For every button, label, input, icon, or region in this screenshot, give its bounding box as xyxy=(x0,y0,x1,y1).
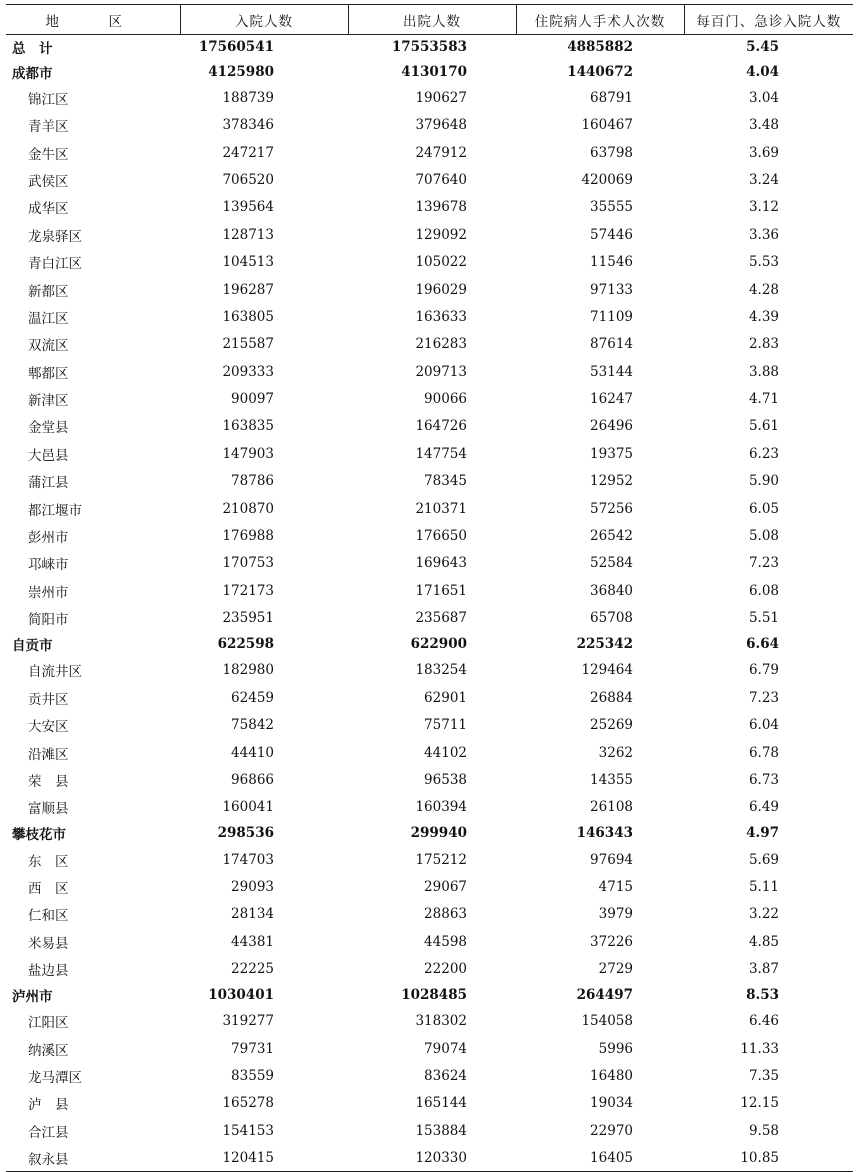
discharges-cell: 247912 xyxy=(415,144,467,161)
admissions-cell: 188739 xyxy=(222,89,274,106)
admissions-cell: 196287 xyxy=(222,281,274,298)
admissions-cell: 29093 xyxy=(231,878,274,895)
surgeries-cell: 22970 xyxy=(590,1122,633,1139)
table-row xyxy=(6,955,853,982)
admissions-cell: 75842 xyxy=(231,717,274,734)
per-100-admissions-cell: 3.69 xyxy=(748,144,779,161)
header-region: 地 区 xyxy=(6,5,180,35)
per-100-admissions-cell: 6.64 xyxy=(746,636,779,653)
region-name-cell: 新津区 xyxy=(28,393,69,410)
table-row xyxy=(6,1145,853,1172)
region-name-cell: 仁和区 xyxy=(28,908,69,925)
table-row xyxy=(6,766,853,793)
admissions-cell: 622598 xyxy=(217,636,274,653)
region-name-cell: 邛崃市 xyxy=(28,557,69,574)
city-row xyxy=(6,59,853,84)
admissions-cell: 147903 xyxy=(222,445,274,462)
surgeries-cell: 26108 xyxy=(590,799,633,816)
discharges-cell: 1028485 xyxy=(401,987,467,1004)
admissions-cell: 44410 xyxy=(231,744,274,761)
region-name-cell: 荣 县 xyxy=(28,773,69,790)
surgeries-cell: 97133 xyxy=(590,281,633,298)
table-row xyxy=(6,1090,853,1117)
region-name-cell: 东 区 xyxy=(28,853,69,870)
surgeries-cell: 37226 xyxy=(590,933,633,950)
per-100-admissions-cell: 5.45 xyxy=(746,39,779,56)
discharges-cell: 622900 xyxy=(410,636,467,653)
table-row xyxy=(6,901,853,928)
discharges-cell: 79074 xyxy=(424,1040,467,1057)
region-name-cell: 金堂县 xyxy=(28,420,69,437)
per-100-admissions-cell: 4.71 xyxy=(748,391,779,408)
discharges-cell: 318302 xyxy=(415,1013,467,1030)
per-100-admissions-cell: 4.04 xyxy=(746,63,779,80)
surgeries-cell: 53144 xyxy=(590,363,633,380)
total-row xyxy=(6,35,853,60)
per-100-admissions-cell: 6.46 xyxy=(748,1013,779,1030)
surgeries-cell: 16480 xyxy=(590,1068,633,1085)
per-100-admissions-cell: 5.90 xyxy=(748,473,779,490)
table-row xyxy=(6,139,853,166)
table-row xyxy=(6,385,853,412)
per-100-admissions-cell: 6.05 xyxy=(748,500,779,517)
table-row xyxy=(6,1035,853,1062)
discharges-cell: 175212 xyxy=(415,851,467,868)
table-row xyxy=(6,873,853,900)
surgeries-cell: 65708 xyxy=(590,610,633,627)
surgeries-cell: 2729 xyxy=(598,961,633,978)
per-100-admissions-cell: 3.36 xyxy=(748,226,779,243)
discharges-cell: 129092 xyxy=(415,226,467,243)
discharges-cell: 176650 xyxy=(415,528,467,545)
header-discharges: 出院人数 xyxy=(348,5,516,35)
surgeries-cell: 14355 xyxy=(590,771,633,788)
discharges-cell: 190627 xyxy=(415,89,467,106)
table-row xyxy=(6,1117,853,1144)
surgeries-cell: 4715 xyxy=(598,878,633,895)
admissions-cell: 90097 xyxy=(231,391,274,408)
table-row xyxy=(6,166,853,193)
per-100-admissions-cell: 3.48 xyxy=(748,117,779,134)
table-row xyxy=(6,794,853,821)
per-100-admissions-cell: 4.28 xyxy=(748,281,779,298)
admissions-cell: 1030401 xyxy=(208,987,274,1004)
surgeries-cell: 26496 xyxy=(590,418,633,435)
table-row xyxy=(6,413,853,440)
admissions-cell: 79731 xyxy=(231,1040,274,1057)
admissions-cell: 104513 xyxy=(222,254,274,271)
table-row xyxy=(6,194,853,221)
surgeries-cell: 12952 xyxy=(590,473,633,490)
surgeries-cell: 19034 xyxy=(590,1095,633,1112)
surgeries-cell: 19375 xyxy=(590,445,633,462)
region-name-cell: 简阳市 xyxy=(28,612,69,629)
discharges-cell: 163633 xyxy=(415,308,467,325)
surgeries-cell: 16247 xyxy=(590,391,633,408)
discharges-cell: 62901 xyxy=(424,689,467,706)
per-100-admissions-cell: 6.23 xyxy=(748,445,779,462)
admissions-cell: 247217 xyxy=(222,144,274,161)
region-name-cell: 锦江区 xyxy=(28,91,69,108)
admissions-cell: 83559 xyxy=(231,1068,274,1085)
table-row xyxy=(6,303,853,330)
per-100-admissions-cell: 3.88 xyxy=(748,363,779,380)
per-100-admissions-cell: 4.97 xyxy=(746,825,779,842)
region-name-cell: 盐边县 xyxy=(28,963,69,980)
per-100-admissions-cell: 6.78 xyxy=(748,744,779,761)
table-row xyxy=(6,468,853,495)
admissions-cell: 319277 xyxy=(222,1013,274,1030)
per-100-admissions-cell: 3.04 xyxy=(748,89,779,106)
per-100-admissions-cell: 7.23 xyxy=(748,555,779,572)
discharges-cell: 216283 xyxy=(415,336,467,353)
region-name-cell: 西 区 xyxy=(28,880,69,897)
region-name-cell: 江阳区 xyxy=(28,1015,69,1032)
region-name-cell: 青羊区 xyxy=(28,119,69,136)
per-100-admissions-cell: 5.08 xyxy=(748,528,779,545)
region-name-cell: 富顺县 xyxy=(28,801,69,818)
admissions-cell: 706520 xyxy=(222,171,274,188)
per-100-admissions-cell: 8.53 xyxy=(746,987,779,1004)
surgeries-cell: 63798 xyxy=(590,144,633,161)
discharges-cell: 75711 xyxy=(424,717,467,734)
region-name-cell: 崇州市 xyxy=(28,584,69,601)
table-row xyxy=(6,111,853,138)
admissions-cell: 28134 xyxy=(231,906,274,923)
discharges-cell: 165144 xyxy=(415,1095,467,1112)
surgeries-cell: 160467 xyxy=(581,117,633,134)
discharges-cell: 28863 xyxy=(424,906,467,923)
table-row xyxy=(6,221,853,248)
admissions-cell: 62459 xyxy=(231,689,274,706)
city-row xyxy=(6,821,853,846)
admissions-cell: 174703 xyxy=(222,851,274,868)
surgeries-cell: 264497 xyxy=(576,987,633,1004)
discharges-cell: 44102 xyxy=(424,744,467,761)
region-name-cell: 自贡市 xyxy=(12,638,53,655)
surgeries-cell: 68791 xyxy=(590,89,633,106)
region-name-cell: 龙马潭区 xyxy=(28,1070,82,1087)
discharges-cell: 235687 xyxy=(415,610,467,627)
per-100-admissions-cell: 3.24 xyxy=(748,171,779,188)
region-name-cell: 蒲江县 xyxy=(28,475,69,492)
per-100-admissions-cell: 4.39 xyxy=(748,308,779,325)
surgeries-cell: 225342 xyxy=(576,636,633,653)
per-100-admissions-cell: 7.23 xyxy=(748,689,779,706)
admissions-cell: 172173 xyxy=(222,582,274,599)
region-name-cell: 郫都区 xyxy=(28,365,69,382)
table-row xyxy=(6,711,853,738)
per-100-admissions-cell: 5.69 xyxy=(748,851,779,868)
discharges-cell: 139678 xyxy=(415,199,467,216)
per-100-admissions-cell: 6.08 xyxy=(748,582,779,599)
table-row xyxy=(6,928,853,955)
per-100-admissions-cell: 4.85 xyxy=(748,933,779,950)
per-100-admissions-cell: 3.87 xyxy=(748,961,779,978)
surgeries-cell: 35555 xyxy=(590,199,633,216)
region-name-cell: 自流井区 xyxy=(28,664,82,681)
surgeries-cell: 420069 xyxy=(581,171,633,188)
discharges-cell: 78345 xyxy=(424,473,467,490)
discharges-cell: 17553583 xyxy=(391,39,467,56)
table-row xyxy=(6,495,853,522)
per-100-admissions-cell: 5.53 xyxy=(748,254,779,271)
admissions-cell: 163835 xyxy=(222,418,274,435)
per-100-admissions-cell: 5.11 xyxy=(748,878,779,895)
city-row xyxy=(6,983,853,1008)
surgeries-cell: 57446 xyxy=(590,226,633,243)
surgeries-cell: 11546 xyxy=(590,254,633,271)
discharges-cell: 209713 xyxy=(415,363,467,380)
region-name-cell: 泸 县 xyxy=(28,1097,69,1114)
surgeries-cell: 16405 xyxy=(516,1145,684,1172)
surgeries-cell: 26542 xyxy=(590,528,633,545)
surgeries-cell: 26884 xyxy=(590,689,633,706)
region-name-cell: 总 计 xyxy=(12,41,53,58)
region-name-cell: 大安区 xyxy=(28,719,69,736)
per-100-admissions-cell: 6.79 xyxy=(748,662,779,679)
discharges-cell: 160394 xyxy=(415,799,467,816)
region-name-cell: 彭州市 xyxy=(28,530,69,547)
table-row xyxy=(6,657,853,684)
per-100-admissions-cell: 3.22 xyxy=(748,906,779,923)
per-100-admissions-cell: 9.58 xyxy=(748,1122,779,1139)
table-row xyxy=(6,440,853,467)
admissions-cell: 44381 xyxy=(231,933,274,950)
region-name-cell: 成华区 xyxy=(28,201,69,218)
admissions-cell: 139564 xyxy=(222,199,274,216)
admissions-cell: 378346 xyxy=(222,117,274,134)
per-100-admissions-cell: 3.12 xyxy=(748,199,779,216)
per-100-admissions-cell: 12.15 xyxy=(740,1095,779,1112)
surgeries-cell: 71109 xyxy=(590,308,633,325)
region-name-cell: 沿滩区 xyxy=(28,746,69,763)
table-row xyxy=(6,522,853,549)
header-row xyxy=(6,5,853,35)
admissions-cell: 215587 xyxy=(222,336,274,353)
region-name-cell: 纳溪区 xyxy=(28,1042,69,1059)
per-100-admissions-cell: 6.73 xyxy=(748,771,779,788)
discharges-cell: 196029 xyxy=(415,281,467,298)
region-name-cell: 都江堰市 xyxy=(28,502,82,519)
table-row xyxy=(6,846,853,873)
region-name-cell: 米易县 xyxy=(28,935,69,952)
per-100-admissions-cell: 6.04 xyxy=(748,717,779,734)
table-row xyxy=(6,684,853,711)
per-100-admissions-cell: 5.51 xyxy=(748,610,779,627)
city-row xyxy=(6,632,853,657)
surgeries-cell: 129464 xyxy=(581,662,633,679)
discharges-cell: 90066 xyxy=(424,391,467,408)
surgeries-cell: 97694 xyxy=(590,851,633,868)
surgeries-cell: 3262 xyxy=(598,744,633,761)
table-row xyxy=(6,248,853,275)
per-100-admissions-cell: 6.49 xyxy=(748,799,779,816)
surgeries-cell: 87614 xyxy=(590,336,633,353)
discharges-cell: 147754 xyxy=(415,445,467,462)
admissions-cell: 4125980 xyxy=(208,63,274,80)
per-100-admissions-cell: 2.83 xyxy=(748,336,779,353)
region-name-cell: 叙永县 xyxy=(6,1145,180,1172)
region-name-cell: 龙泉驿区 xyxy=(28,228,82,245)
admissions-cell: 22225 xyxy=(231,961,274,978)
header-admissions: 入院人数 xyxy=(180,5,348,35)
table-header xyxy=(6,5,853,35)
discharges-cell: 22200 xyxy=(424,961,467,978)
discharges-cell: 96538 xyxy=(424,771,467,788)
per-100-admissions-cell: 5.61 xyxy=(748,418,779,435)
discharges-cell: 105022 xyxy=(415,254,467,271)
surgeries-cell: 4885882 xyxy=(567,39,633,56)
region-name-cell: 金牛区 xyxy=(28,146,69,163)
header-surgeries: 住院病人手术人次数 xyxy=(516,5,684,35)
table-row xyxy=(6,605,853,632)
discharges-cell: 299940 xyxy=(410,825,467,842)
table-row xyxy=(6,739,853,766)
region-name-cell: 温江区 xyxy=(28,310,69,327)
per-100-admissions-cell: 11.33 xyxy=(740,1040,779,1057)
discharges-cell: 83624 xyxy=(424,1068,467,1085)
region-name-cell: 合江县 xyxy=(28,1124,69,1141)
admissions-cell: 160041 xyxy=(222,799,274,816)
table-row xyxy=(6,1062,853,1089)
discharges-cell: 4130170 xyxy=(401,63,467,80)
table-row xyxy=(6,550,853,577)
surgeries-cell: 36840 xyxy=(590,582,633,599)
table-row xyxy=(6,577,853,604)
discharges-cell: 29067 xyxy=(424,878,467,895)
surgeries-cell: 154058 xyxy=(581,1013,633,1030)
discharges-cell: 153884 xyxy=(415,1122,467,1139)
discharges-cell: 164726 xyxy=(415,418,467,435)
per-100-admissions-cell: 7.35 xyxy=(748,1068,779,1085)
region-name-cell: 大邑县 xyxy=(28,447,69,464)
surgeries-cell: 5996 xyxy=(598,1040,633,1057)
discharges-cell: 120330 xyxy=(348,1145,516,1172)
region-name-cell: 青白江区 xyxy=(28,256,82,273)
surgeries-cell: 52584 xyxy=(590,555,633,572)
admissions-cell: 17560541 xyxy=(198,39,274,56)
surgeries-cell: 3979 xyxy=(598,906,633,923)
table-row xyxy=(6,84,853,111)
admissions-cell: 163805 xyxy=(222,308,274,325)
region-name-cell: 攀枝花市 xyxy=(12,827,66,844)
region-name-cell: 贡井区 xyxy=(28,691,69,708)
admissions-cell: 210870 xyxy=(222,500,274,517)
surgeries-cell: 1440672 xyxy=(567,63,633,80)
admissions-cell: 154153 xyxy=(222,1122,274,1139)
admissions-cell: 78786 xyxy=(231,473,274,490)
admissions-cell: 209333 xyxy=(222,363,274,380)
table-row xyxy=(6,358,853,385)
discharges-cell: 183254 xyxy=(415,662,467,679)
region-name-cell: 成都市 xyxy=(12,65,53,82)
region-name-cell: 新都区 xyxy=(28,283,69,300)
discharges-cell: 44598 xyxy=(424,933,467,950)
admissions-cell: 298536 xyxy=(217,825,274,842)
discharges-cell: 379648 xyxy=(415,117,467,134)
admissions-cell: 120415 xyxy=(180,1145,348,1172)
per-100-admissions-cell: 10.85 xyxy=(684,1145,853,1172)
admissions-cell: 235951 xyxy=(222,610,274,627)
region-name-cell: 双流区 xyxy=(28,338,69,355)
admissions-cell: 182980 xyxy=(222,662,274,679)
table-body xyxy=(6,35,853,1172)
table-row xyxy=(6,1008,853,1035)
surgeries-cell: 25269 xyxy=(590,717,633,734)
admissions-cell: 128713 xyxy=(222,226,274,243)
discharges-cell: 210371 xyxy=(415,500,467,517)
admissions-cell: 176988 xyxy=(222,528,274,545)
discharges-cell: 707640 xyxy=(415,171,467,188)
statistics-table xyxy=(6,4,853,1172)
table-row xyxy=(6,331,853,358)
admissions-cell: 96866 xyxy=(231,771,274,788)
header-per-100-admissions: 每百门、急诊入院人数 xyxy=(684,5,853,35)
admissions-cell: 170753 xyxy=(222,555,274,572)
admissions-cell: 165278 xyxy=(222,1095,274,1112)
discharges-cell: 169643 xyxy=(415,555,467,572)
surgeries-cell: 146343 xyxy=(576,825,633,842)
region-name-cell: 泸州市 xyxy=(12,989,53,1006)
discharges-cell: 171651 xyxy=(415,582,467,599)
surgeries-cell: 57256 xyxy=(590,500,633,517)
region-name-cell: 武侯区 xyxy=(28,173,69,190)
table-row xyxy=(6,276,853,303)
